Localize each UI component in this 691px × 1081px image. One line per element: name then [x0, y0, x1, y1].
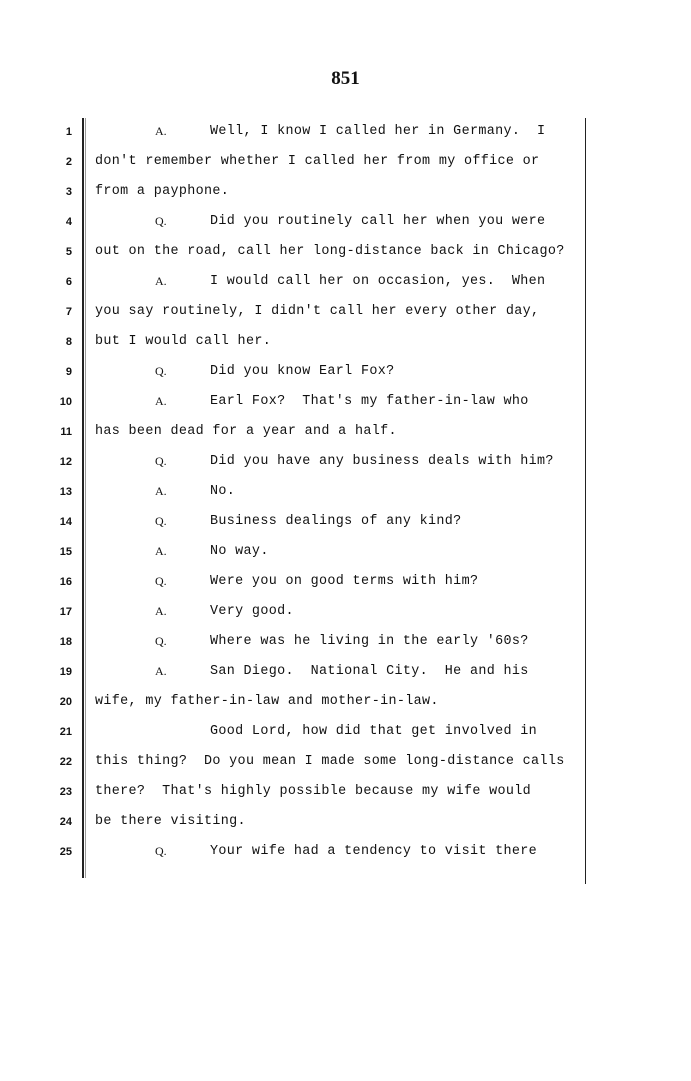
transcript-line	[0, 274, 691, 304]
line-text: you say routinely, I didn't call her every other day,	[95, 304, 540, 319]
speaker-label: A.	[155, 664, 167, 678]
speaker-label: Q.	[155, 634, 167, 648]
line-number: 20	[59, 696, 72, 708]
transcript-line	[0, 484, 691, 514]
transcript-line	[0, 514, 691, 544]
transcript-line	[0, 634, 691, 664]
transcript-line	[0, 244, 691, 274]
line-number: 16	[59, 576, 72, 588]
speaker-label: A.	[155, 484, 167, 498]
speaker-label: A.	[155, 124, 167, 138]
line-number: 23	[59, 786, 72, 798]
line-text: Did you have any business deals with him?	[210, 454, 554, 469]
transcript-line	[0, 574, 691, 604]
transcript-line	[0, 814, 691, 844]
speaker-label: Q.	[155, 574, 167, 588]
line-number: 2	[65, 156, 72, 168]
transcript-line	[0, 844, 691, 874]
line-text: this thing? Do you mean I made some long-distance calls	[95, 754, 565, 769]
line-number: 19	[59, 666, 72, 678]
line-number: 13	[59, 486, 72, 498]
line-number: 15	[59, 546, 72, 558]
transcript-line	[0, 184, 691, 214]
line-number: 7	[65, 306, 72, 318]
line-text: Where was he living in the early '60s?	[210, 634, 529, 649]
line-text: I would call her on occasion, yes. When	[210, 274, 546, 289]
transcript-line	[0, 394, 691, 424]
transcript-line	[0, 334, 691, 364]
speaker-label: Q.	[155, 214, 167, 228]
line-text: No way.	[210, 544, 269, 559]
line-text: Earl Fox? That's my father-in-law who	[210, 394, 529, 409]
speaker-label: Q.	[155, 514, 167, 528]
line-number: 22	[59, 756, 72, 768]
line-text: there? That's highly possible because my wife would	[95, 784, 532, 799]
speaker-label: A.	[155, 604, 167, 618]
line-number: 6	[65, 276, 72, 288]
line-text: Business dealings of any kind?	[210, 514, 462, 529]
transcript-line	[0, 454, 691, 484]
line-text: out on the road, call her long-distance back in Chicago?	[95, 244, 565, 259]
line-number: 12	[59, 456, 72, 468]
transcript-line	[0, 544, 691, 574]
line-text: Your wife had a tendency to visit there	[210, 844, 538, 859]
transcript-line	[0, 154, 691, 184]
transcript-line	[0, 784, 691, 814]
line-text: Well, I know I called her in Germany. I	[210, 124, 546, 139]
speaker-label: A.	[155, 274, 167, 288]
line-text: but I would call her.	[95, 334, 272, 349]
line-text: San Diego. National City. He and his	[210, 664, 529, 679]
transcript-line	[0, 724, 691, 754]
line-text: be there visiting.	[95, 814, 246, 829]
transcript-line	[0, 304, 691, 334]
transcript-line	[0, 364, 691, 394]
line-text: wife, my father-in-law and mother-in-law.	[95, 694, 439, 709]
line-text: has been dead for a year and a half.	[95, 424, 397, 439]
line-number: 1	[65, 126, 72, 138]
line-number: 10	[59, 396, 72, 408]
line-number: 14	[59, 516, 72, 528]
transcript-line	[0, 754, 691, 784]
speaker-label: A.	[155, 394, 167, 408]
speaker-label: Q.	[155, 844, 167, 858]
line-text: Were you on good terms with him?	[210, 574, 479, 589]
page-number: 851	[331, 68, 360, 89]
line-number: 21	[59, 726, 72, 738]
line-number: 3	[65, 186, 72, 198]
line-text: Good Lord, how did that get involved in	[210, 724, 538, 739]
speaker-label: Q.	[155, 364, 167, 378]
line-number: 17	[59, 606, 72, 618]
line-number: 8	[65, 336, 72, 348]
line-text: Very good.	[210, 604, 294, 619]
transcript-line	[0, 124, 691, 154]
line-number: 18	[59, 636, 72, 648]
speaker-label: Q.	[155, 454, 167, 468]
speaker-label: A.	[155, 544, 167, 558]
transcript-line	[0, 664, 691, 694]
line-text: No.	[210, 484, 236, 499]
line-number: 9	[65, 366, 72, 378]
line-text: from a payphone.	[95, 184, 230, 199]
line-number: 25	[59, 846, 72, 858]
transcript-line	[0, 424, 691, 454]
line-number: 11	[60, 426, 72, 438]
transcript-line	[0, 694, 691, 724]
transcript-line	[0, 214, 691, 244]
line-text: don't remember whether I called her from my office or	[95, 154, 540, 169]
transcript-line	[0, 604, 691, 634]
line-text: Did you routinely call her when you were	[210, 214, 546, 229]
line-number: 5	[65, 246, 72, 258]
line-text: Did you know Earl Fox?	[210, 364, 395, 379]
line-number: 4	[65, 216, 72, 228]
line-number: 24	[59, 816, 72, 828]
